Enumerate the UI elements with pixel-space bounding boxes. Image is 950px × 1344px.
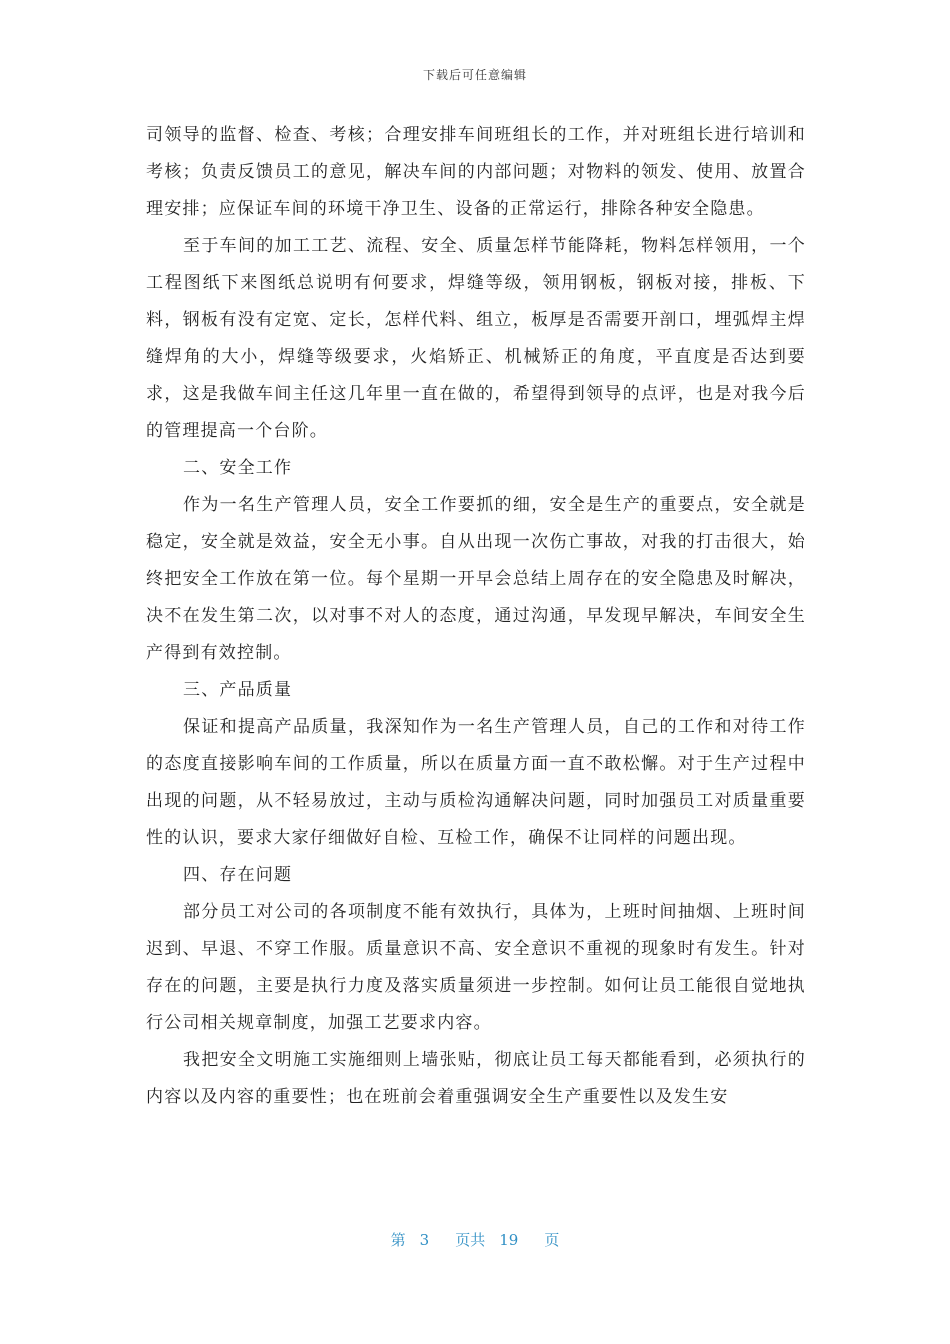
footer-total-pages: 19	[499, 1231, 519, 1249]
paragraph-quality: 保证和提高产品质量，我深知作为一名生产管理人员，自己的工作和对待工作的态度直接影响车间的工作质量，所以在质量方面一直不敢松懈。对于生产过程中出现的问题，从不轻易放过，主动与质检沟通解决问题，同时加强员工对质量重要性的认识，要求大家仔细做好自检、互检工作，确保不让同样的问题出现。	[146, 717, 806, 848]
page-footer	[0, 1229, 950, 1250]
section-heading-problems: 四、存在问题	[183, 865, 293, 885]
paragraph-continuation: 司领导的监督、检查、考核；合理安排车间班组长的工作，并对班组长进行培训和考核；负责反馈员工的意见，解决车间的内部问题；对物料的领发、使用、放置合理安排；应保证车间的环境干净卫生、设备的正常运行，排除各种安全隐患。	[146, 125, 806, 219]
document-body	[146, 117, 806, 1116]
paragraph-safety: 作为一名生产管理人员，安全工作要抓的细，安全是生产的重要点，安全就是稳定，安全就是效益，安全无小事。自从出现一次伤亡事故，对我的打击很大，始终把安全工作放在第一位。每个星期一开早会总结上周存在的安全隐患及时解决，决不在发生第二次，以对事不对人的态度，通过沟通，早发现早解决，车间安全生产得到有效控制。	[146, 495, 806, 663]
footer-page-number: 3	[419, 1231, 430, 1249]
section-heading-safety: 二、安全工作	[183, 458, 293, 478]
footer-suffix: 页	[544, 1231, 560, 1249]
page-header: 下载后可任意编辑	[422, 68, 527, 82]
paragraph-process: 至于车间的加工工艺、流程、安全、质量怎样节能降耗，物料怎样领用，一个工程图纸下来图纸总说明有何要求，焊缝等级，领用钢板，钢板对接，排板、下料，钢板有没有定宽、定长，怎样代料、组立，板厚是否需要开剖口，埋弧焊主焊缝焊角的大小，焊缝等级要求，火焰矫正、机械矫正的角度，平直度是否达到要求，这是我做车间主任这几年里一直在做的，希望得到领导的点评，也是对我今后的管理提高一个台阶。	[146, 236, 806, 441]
footer-middle: 页共	[455, 1231, 486, 1249]
paragraph-measures: 我把安全文明施工实施细则上墙张贴，彻底让员工每天都能看到，必须执行的内容以及内容的重要性；也在班前会着重强调安全生产重要性以及发生安	[146, 1050, 806, 1107]
paragraph-problems: 部分员工对公司的各项制度不能有效执行，具体为，上班时间抽烟、上班时间迟到、早退、不穿工作服。质量意识不高、安全意识不重视的现象时有发生。针对存在的问题，主要是执行力度及落实质量须进一步控制。如何让员工能很自觉地执行公司相关规章制度，加强工艺要求内容。	[146, 902, 806, 1033]
footer-prefix: 第	[390, 1231, 406, 1249]
section-heading-quality: 三、产品质量	[183, 680, 293, 700]
